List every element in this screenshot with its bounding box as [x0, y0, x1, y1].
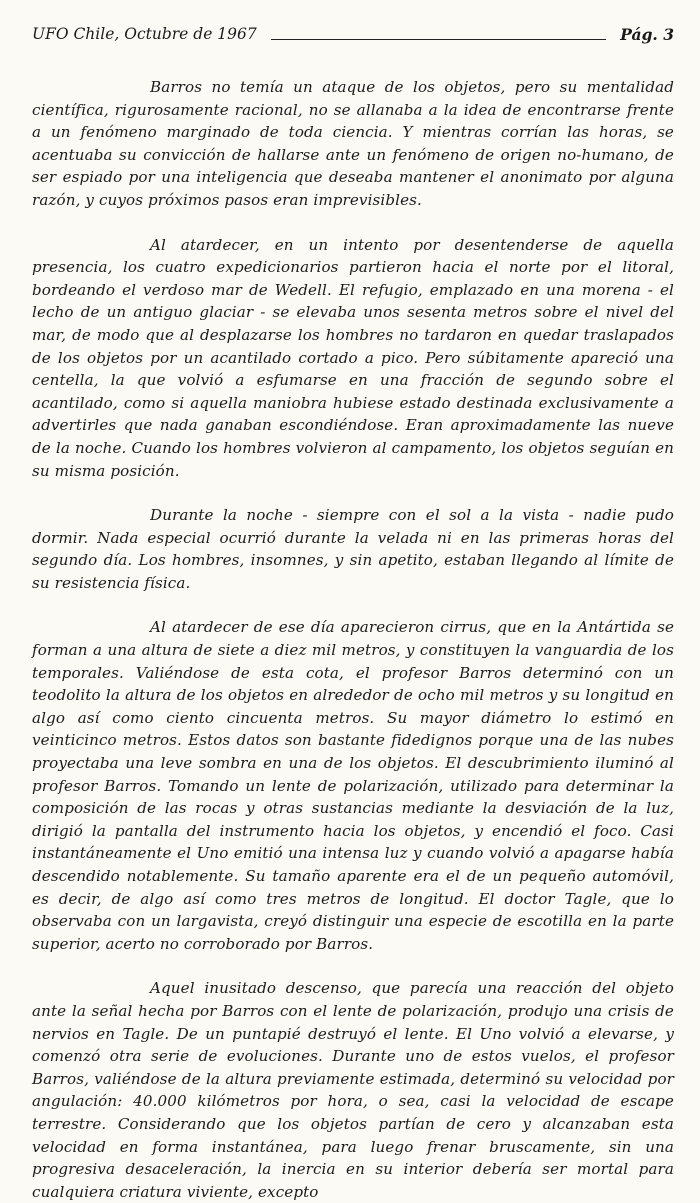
paragraph: Durante la noche - siempre con el sol a la vista - nadie pudo dormir. Nada especial ocurrió durante la velada ni en las primeras horas del segundo día. Los hombres, insomnes, y sin apetito, estaban llegando al límite de su resistencia física.: [32, 506, 674, 592]
article-body: [32, 76, 674, 1203]
page-number: Pág. 3: [620, 24, 674, 44]
paragraph: Aquel inusitado descenso, que parecía una reacción del objeto ante la señal hecha por Barros con el lente de polarización, produjo una crisis de nervios en Tagle. De un puntapié destruyó el lente. El Uno volvió a elevarse, y comenzó otra serie de evoluciones. Durante uno de estos vuelos, el profesor Barros, valiéndose de la altura previamente estimada, determinó su velocidad por angulación: 40.000 kilómetros por hora, o sea, casi la velocidad de escape terrestre. Considerando que los objetos partían de cero y alcanzaban esta velocidad en forma instantánea, para luego frenar bruscamente, sin una progresiva desaceleración, la inercia en su interior debería ser mortal para cualquiera criatura viviente, excepto: [32, 979, 674, 1201]
page-header: [32, 20, 674, 48]
publication-title: UFO Chile, Octubre de 1967: [32, 25, 257, 43]
paragraph: Barros no temía un ataque de los objetos, pero su mentalidad científica, rigurosamente racional, no se allanaba a la idea de encontrarse frente a un fenómeno marginado de toda ciencia. Y mientras corrían las horas, se acentuaba su convicción de hallarse ante un fenómeno de origen no-humano, de ser espiado por una inteligencia que deseaba mantener el anonimato por alguna razón, y cuyos próximos pasos eran imprevisibles.: [32, 78, 674, 209]
header-rule: [271, 39, 607, 40]
paragraph: Al atardecer, en un intento por desentenderse de aquella presencia, los cuatro expedicionarios partieron hacia el norte por el litoral, bordeando el verdoso mar de Wedell. El refugio, emplazado en una morena - el lecho de un antiguo glaciar - se elevaba unos sesenta metros sobre el nivel del mar, de modo que al desplazarse los hombres no tardaron en quedar traslapados de los objetos por un acantilado cortado a pico. Pero súbitamente apareció una centella, la que volvió a esfumarse en una fracción de segundo sobre el acantilado, como si aquella maniobra hubiese estado destinada exclusivamente a advertirles que nada ganaban escondiéndose. Eran aproximadamente las nueve de la noche. Cuando los hombres volvieron al campamento, los objetos seguían en su misma posición.: [32, 235, 674, 480]
paragraph: Al atardecer de ese día aparecieron cirrus, que en la Antártida se forman a una altura de siete a diez mil metros, y constituyen la vanguardia de los temporales. Valiéndose de esta cota, el profesor Barros determinó con un teodolito la altura de los objetos en alrededor de ocho mil metros y su longitud en algo así como ciento cincuenta metros. Su mayor diámetro lo estimó en veinticinco metros. Estos datos son bastante fidedignos porque una de las nubes proyectaba una leve sombra en una de los objetos. El descubrimiento iluminó al profesor Barros. Tomando un lente de polarización, utilizado para determinar la composición de las rocas y otras sustancias mediante la desviación de la luz, dirigió la pantalla del instrumento hacia los objetos, y encendió el foco. Casi instantáneamente el Uno emitió una intensa luz y cuando volvió a apagarse había descendido notablemente. Su tamaño aparente era el de un pequeño automóvil, es decir, de algo así como tres metros de longitud. El doctor Tagle, que lo observaba con un largavista, creyó distinguir una especie de escotilla en la parte superior, acerto no corroborado por Barros.: [32, 618, 674, 953]
